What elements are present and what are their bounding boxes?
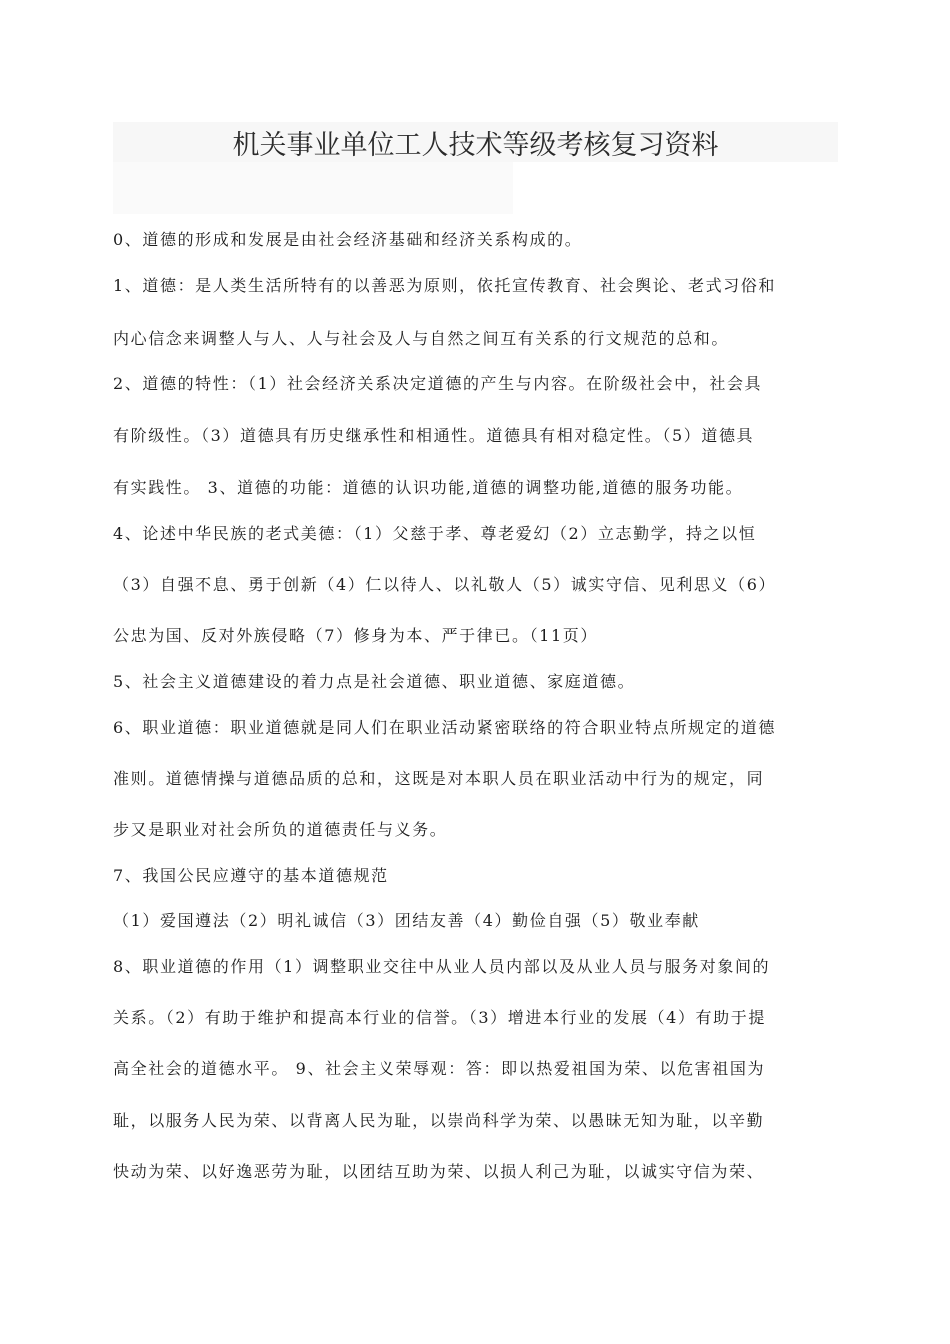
text-line: （3）自强不息、勇于创新（4）仁以待人、以礼敬人（5）诚实守信、见利思义（6） bbox=[113, 575, 777, 594]
text-line: 高全社会的道德水平。 9、社会主义荣辱观：答：即以热爱祖国为荣、以危害祖国为 bbox=[113, 1059, 766, 1078]
text-line: 2、道德的特性：（1）社会经济关系决定道德的产生与内容。在阶级社会中，社会具 bbox=[113, 374, 763, 393]
text-line: 关系。（2）有助于维护和提高本行业的信誉。（3）增进本行业的发展（4）有助于提 bbox=[113, 1008, 766, 1027]
text-line: 7、我国公民应遵守的基本道德规范 bbox=[113, 866, 389, 885]
text-line: 有实践性。 3、道德的功能：道德的认识功能,道德的调整功能,道德的服务功能。 bbox=[113, 478, 744, 497]
text-line: 准则。道德情操与道德品质的总和，这既是对本职人员在职业活动中行为的规定，同 bbox=[113, 769, 765, 788]
title-background-lower bbox=[113, 162, 513, 214]
text-line: 4、论述中华民族的老式美德：（1）父慈于孝、尊老爱幻（2）立志勤学，持之以恒 bbox=[113, 524, 757, 543]
page-title: 机关事业单位工人技术等级考核复习资料 bbox=[232, 130, 719, 161]
text-line: 1、道德：是人类生活所特有的以善恶为原则，依托宣传教育、社会舆论、老式习俗和 bbox=[113, 276, 776, 295]
text-line: 有阶级性。（3）道德具有历史继承性和相通性。道德具有相对稳定性。（5）道德具 bbox=[113, 426, 755, 445]
text-line: 公忠为国、反对外族侵略（7）修身为本、严于律已。（11页） bbox=[113, 626, 598, 645]
text-line: 耻，以服务人民为荣、以背离人民为耻，以崇尚科学为荣、以愚昧无知为耻，以辛勤 bbox=[113, 1111, 765, 1130]
text-line: 6、职业道德：职业道德就是同人们在职业活动紧密联络的符合职业特点所规定的道德 bbox=[113, 718, 776, 737]
text-line: 0、道德的形成和发展是由社会经济基础和经济关系构成的。 bbox=[113, 230, 583, 249]
text-line: 步又是职业对社会所负的道德责任与义务。 bbox=[113, 820, 448, 839]
text-line: 8、职业道德的作用（1）调整职业交往中从业人员内部以及从业人员与服务对象间的 bbox=[113, 957, 771, 976]
text-line: 快动为荣、以好逸恶劳为耻，以团结互助为荣、以损人利己为耻，以诚实守信为荣、 bbox=[113, 1162, 765, 1181]
text-line: 内心信念来调整人与人、人与社会及人与自然之间互有关系的行文规范的总和。 bbox=[113, 329, 730, 348]
text-line: 5、社会主义道德建设的着力点是社会道德、职业道德、家庭道德。 bbox=[113, 672, 636, 691]
text-line: （1）爱国遵法（2）明礼诚信（3）团结友善（4）勤俭自强（5）敬业奉献 bbox=[113, 911, 700, 930]
